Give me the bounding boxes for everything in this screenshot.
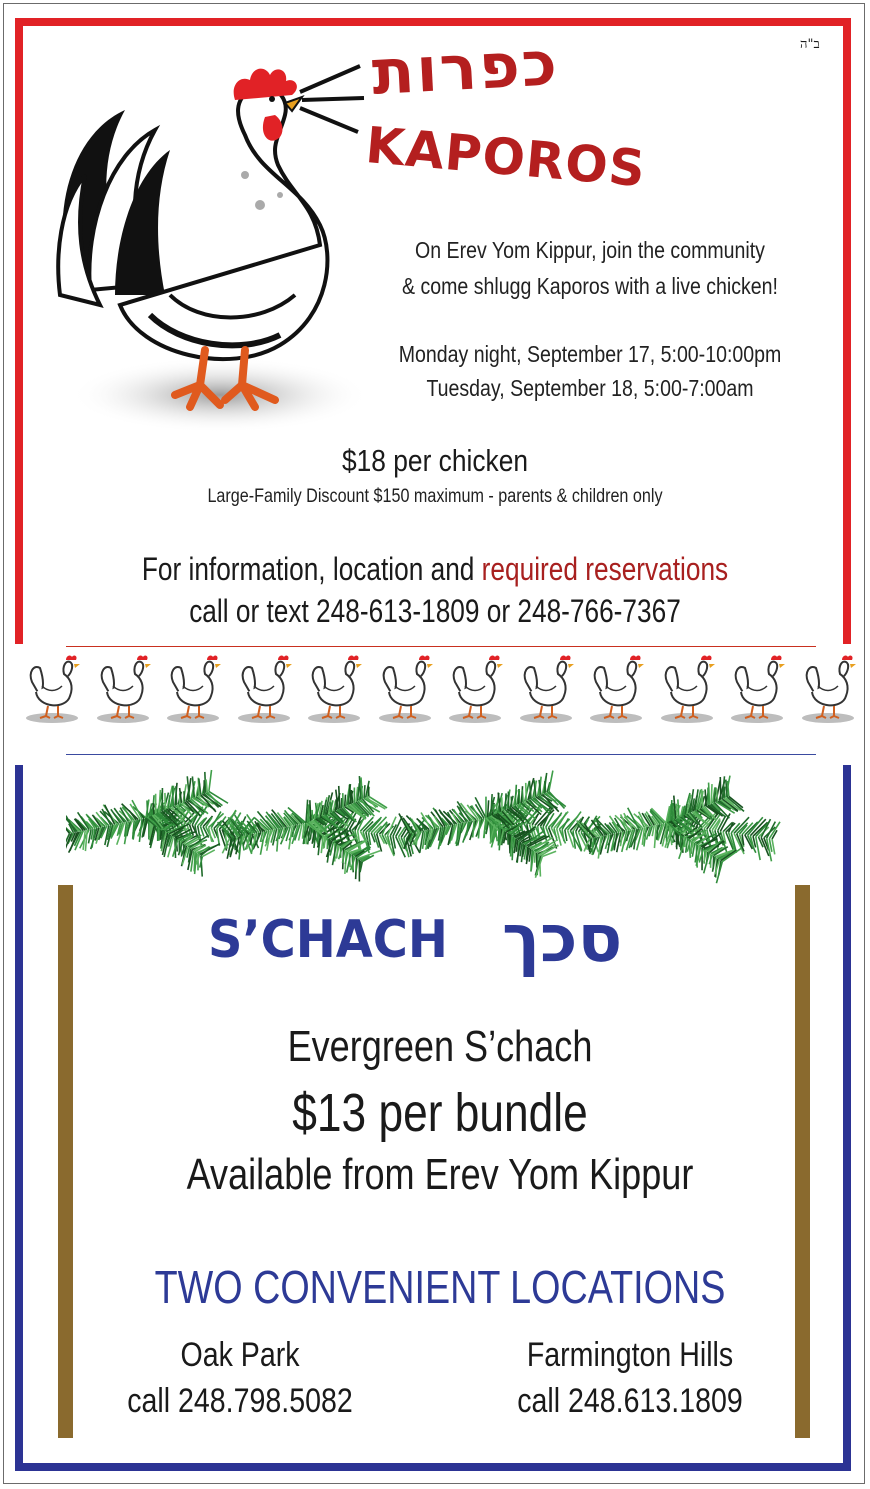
info-prefix: For information, location and — [141, 551, 482, 587]
schach-title-hebrew: סכך — [502, 900, 623, 977]
red-frame-top — [15, 18, 851, 26]
chicken-icon — [445, 652, 505, 724]
schach-title-english: S’CHACH — [208, 910, 448, 970]
chicken-icon — [727, 652, 787, 724]
sukkah-post-right — [795, 885, 810, 1438]
chicken-icon — [22, 652, 82, 724]
red-frame-right — [843, 18, 851, 644]
chicken-icon — [375, 652, 435, 724]
chicken-icon — [516, 652, 576, 724]
required-reservations: required reservations — [481, 551, 729, 587]
contact-phones: call or text 248-613-1809 or 248-766-7367 — [189, 593, 681, 629]
bh-mark: ב"ה — [800, 37, 820, 52]
locations-heading: TWO CONVENIENT LOCATIONS — [154, 1261, 726, 1313]
intro-line-1: On Erev Yom Kippur, join the community — [415, 237, 765, 263]
family-discount: Large-Family Discount $150 maximum - parents & children only — [207, 486, 663, 507]
intro-line-2: & come shlugg Kaporos with a live chicken! — [402, 273, 778, 299]
evergreen-garland-icon — [66, 768, 806, 888]
red-frame-left — [15, 18, 23, 644]
location-phone: call 248.798.5082 — [127, 1382, 353, 1420]
blue-divider — [66, 754, 816, 755]
info-line — [111, 548, 759, 590]
location-oak-park — [114, 1332, 366, 1424]
chicken-icon — [163, 652, 223, 724]
date-line-1: Monday night, September 17, 5:00-10:00pm — [398, 341, 782, 367]
chicken-icon — [657, 652, 717, 724]
kaporos-title-hebrew: כפרות — [370, 26, 561, 109]
schach-availability: Available from Erev Yom Kippur — [186, 1150, 694, 1199]
kaporos-dates — [344, 337, 837, 405]
chicken-icon — [93, 652, 153, 724]
crowing-lines-icon — [298, 58, 368, 138]
location-name: Farmington Hills — [526, 1336, 734, 1374]
chicken-icon-row — [22, 652, 858, 724]
kaporos-intro — [369, 232, 811, 304]
chicken-icon — [586, 652, 646, 724]
chicken-icon — [798, 652, 858, 724]
kaporos-title-english: KAPOROS — [363, 116, 649, 199]
location-name: Oak Park — [180, 1336, 300, 1374]
chicken-icon — [234, 652, 294, 724]
chicken-icon — [304, 652, 364, 724]
blue-frame-right — [843, 765, 851, 1471]
reservation-info — [111, 548, 759, 632]
sukkah-post-left — [58, 885, 73, 1438]
blue-frame-bottom — [15, 1463, 851, 1471]
location-farmington-hills — [504, 1332, 756, 1424]
date-line-2: Tuesday, September 18, 5:00-7:00am — [426, 375, 754, 401]
location-phone: call 248.613.1809 — [517, 1382, 743, 1420]
schach-product: Evergreen S’chach — [287, 1022, 593, 1071]
chicken-price: $18 per chicken — [341, 443, 529, 478]
blue-frame-left — [15, 765, 23, 1471]
red-divider — [66, 646, 816, 647]
schach-price: $13 per bundle — [292, 1083, 588, 1143]
